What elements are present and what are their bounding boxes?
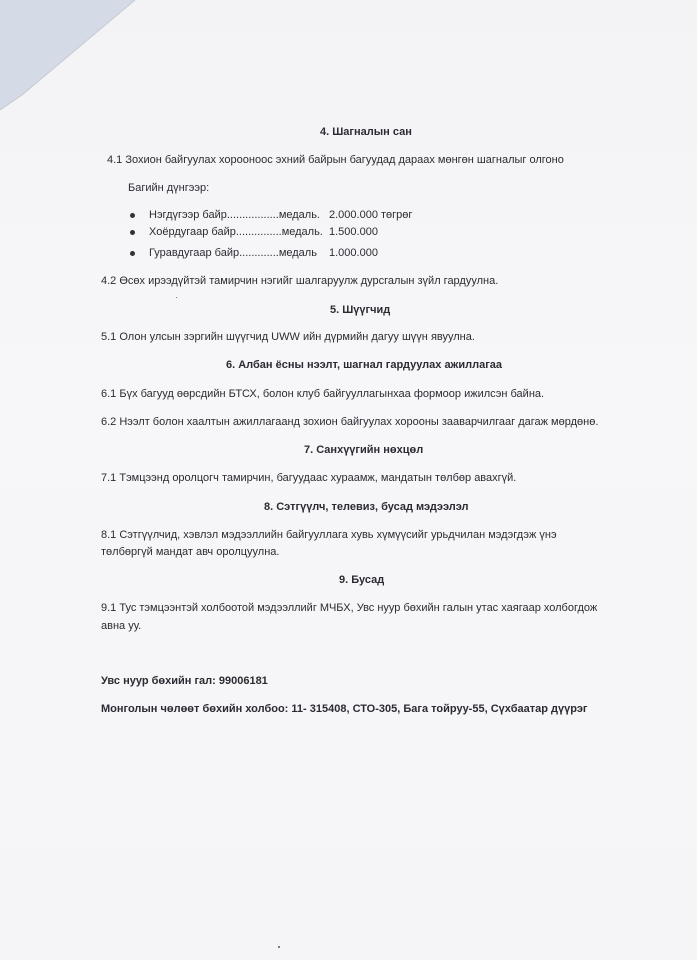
clause-4-1: 4.1 Зохион байгуулах хорооноос эхний байрын багуудад дараах мөнгөн шагналыг олгоно <box>107 154 564 166</box>
prize-first-place: Нэгдүгээр байр.................медаль. <box>149 209 320 221</box>
section-6-title: 6. Албан ёсны нээлт, шагнал гардуулах ажиллагаа <box>226 359 503 371</box>
clause-7-1: 7.1 Тэмцээнд оролцогч тамирчин, багуудаас хураамж, мандатын төлбөр авахгүй. <box>101 472 517 484</box>
section-5-title: 5. Шүүгчид <box>330 304 391 316</box>
clause-9-1-line-1: 9.1 Тус тэмцээнтэй холбоотой мэдээллийг МЧБХ, Увс нуур бөхийн галын утас хаягаар холбогдож <box>101 602 598 614</box>
clause-5-1: 5.1 Олон улсын зэргийн шүүгчид UWW ийн дүрмийн дагуу шүүн явуулна. <box>101 331 475 343</box>
clause-4-2: 4.2 Өсөх ирээдүйтэй тамирчин нэгийг шалгаруулж дурсгалын зүйл гардуулна. <box>101 275 499 287</box>
team-total-label: Багийн дүнгээр: <box>128 182 210 194</box>
contact-uvs-nuur: Увс нуур бөхийн гал: 99006181 <box>101 675 268 687</box>
clause-6-2: 6.2 Нээлт болон хаалтын ажиллагаанд зохион байгуулах хорооны зааварчилгааг дагаж мөрдөнө. <box>101 416 599 428</box>
prize-third-amount: 1.000.000 <box>329 247 378 259</box>
prize-second-amount: 1.500.000 <box>329 226 378 238</box>
bullet-icon <box>130 213 135 218</box>
bullet-icon <box>130 230 135 235</box>
scan-speck <box>176 297 177 298</box>
bullet-icon <box>130 251 135 256</box>
clause-8-1-line-2: төлбөргүй мандат авч оролцуулна. <box>101 546 280 558</box>
clause-8-1-line-1: 8.1 Сэтгүүлчид, хэвлэл мэдээллийн байгууллага хувь хүмүүсийг урьдчилан мэдэгдэж үнэ <box>101 529 557 541</box>
scan-speck <box>278 946 280 948</box>
clause-9-1-line-2: авна уу. <box>101 620 142 632</box>
prize-second-place: Хоёрдугаар байр...............медаль. <box>149 226 323 238</box>
clause-6-1: 6.1 Бүх багууд өөрсдийн БТСХ, болон клуб байгууллагынхаа формоор ижилсэн байна. <box>101 388 545 400</box>
section-9-title: 9. Бусад <box>339 574 385 586</box>
prize-first-amount: 2.000.000 төгрөг <box>329 209 413 221</box>
contact-federation: Монголын чөлөөт бөхийн холбоо: 11- 315408, СТО-305, Бага тойруу-55, Сүхбаатар дүүрэг <box>101 703 588 715</box>
prize-third-place: Гуравдугаар байр.............медаль <box>149 247 317 259</box>
section-4-title: 4. Шагналын сан <box>320 126 412 138</box>
section-7-title: 7. Санхүүгийн нөхцөл <box>304 444 424 456</box>
section-8-title: 8. Сэтгүүлч, телевиз, бусад мэдээлэл <box>264 501 469 513</box>
